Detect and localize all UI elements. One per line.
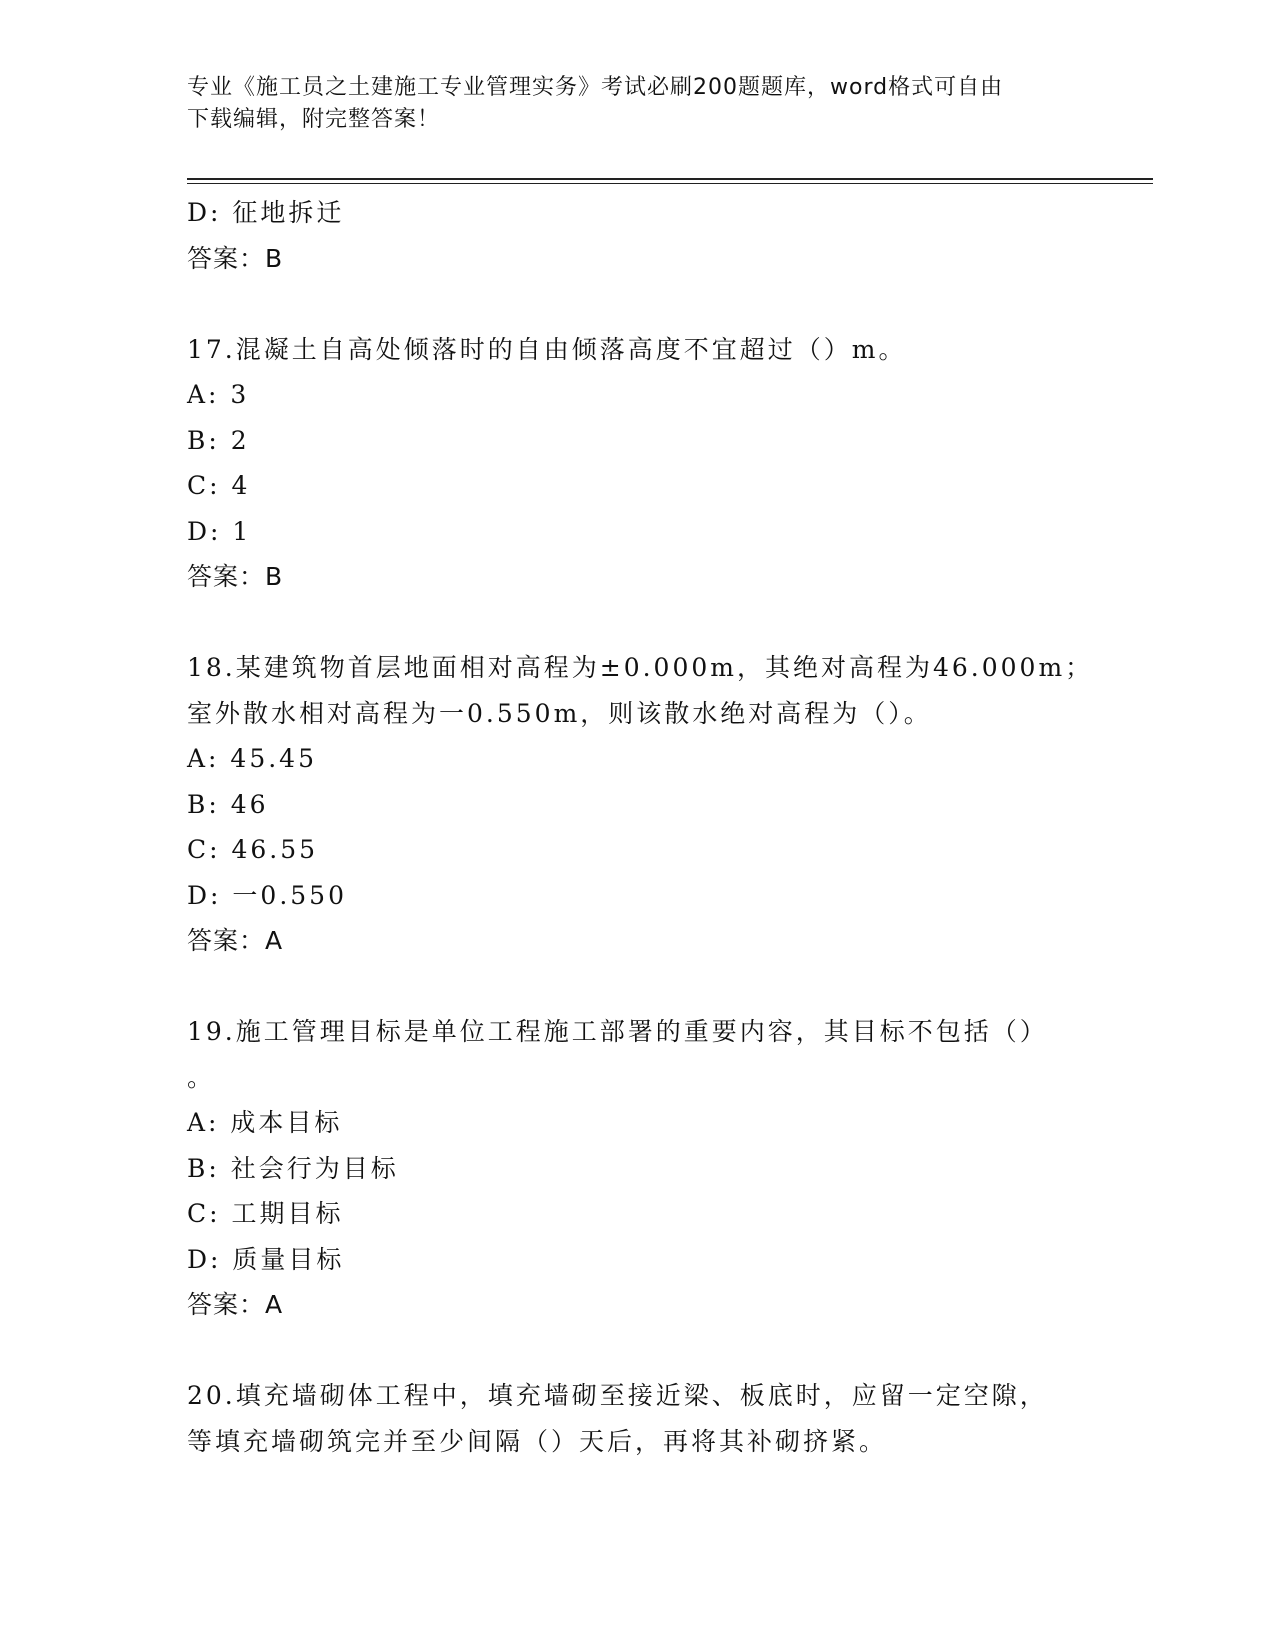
header-line-1: 专业《施工员之土建施工专业管理实务》考试必刷200题题库，word格式可自由 [187,75,1004,100]
answer: 答案：B [187,562,284,591]
header-divider-thin [187,183,1153,184]
option-a: A: 3 [187,380,250,409]
header-line-2: 下载编辑，附完整答案！ [187,107,441,132]
option-a: A: 45.45 [187,744,317,773]
option-d: D: 一0.550 [187,880,347,910]
document-body [187,190,1094,1464]
question-stem: 17.混凝土自高处倾落时的自由倾落高度不宜超过（）m。 [187,334,907,364]
option-c: C: 工期目标 [187,1199,344,1228]
option-d: D: 1 [187,516,252,546]
spacer [187,1328,1087,1374]
option-d: D: 质量目标 [187,1244,345,1274]
question-stem: 19.施工管理目标是单位工程施工部署的重要内容，其目标不包括（） [187,1017,1048,1046]
option-d: D: 征地拆迁 [187,198,345,227]
option-b: B: 社会行为目标 [187,1153,399,1183]
option-b: B: 2 [187,425,250,455]
page-header [187,72,1067,136]
spacer [187,600,1087,646]
question-20 [187,1373,1087,1464]
question-stem: 18.某建筑物首层地面相对高程为±0.000m，其绝对高程为46.000m； [187,653,1094,682]
answer: 答案：A [187,1290,284,1319]
question-18 [187,645,1094,964]
answer: 答案：A [187,926,284,955]
header-divider-thick [187,178,1153,180]
option-a: A: 成本目标 [187,1108,343,1137]
spacer [187,964,1087,1010]
question-stem: 。 [187,1062,216,1092]
question-stem: 室外散水相对高程为一0.550m，则该散水绝对高程为（）。 [187,698,932,728]
question-19 [187,1009,1087,1328]
answer: 答案：B [187,243,284,273]
spacer [187,281,1087,327]
question-17 [187,327,1087,600]
question-16-tail [187,190,1087,281]
option-c: C: 4 [187,471,251,500]
question-stem: 20.填充墙砌体工程中，填充墙砌至接近梁、板底时，应留一定空隙， [187,1381,1048,1410]
option-c: C: 46.55 [187,835,319,864]
option-b: B: 46 [187,789,269,819]
question-stem: 等填充墙砌筑完并至少间隔（）天后，再将其补砌挤紧。 [187,1426,888,1456]
